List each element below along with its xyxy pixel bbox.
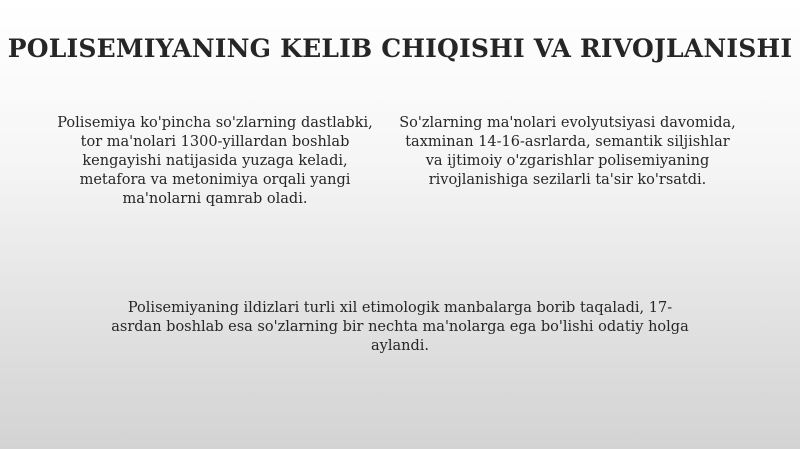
paragraph-left: Polisemiya ko'pincha so'zlarning dastlabki, tor ma'nolari 1300-yillardan boshlab kengayishi natijasida yuzaga keladi, metafora va metonimiya orqali yangi ma'nolarni qamrab oladi. [57,115,373,207]
slide-title: POLISEMIYANING KELIB CHIQISHI VA RIVOJLANISHI [7,34,793,63]
paragraph-bottom: Polisemiyaning ildizlari turli xil etimologik manbalarga borib taqaladi, 17-asrdan boshlab esa so'zlarning bir nechta ma'nolarga ega bo'lishi odatiy holga aylandi. [111,300,689,354]
paragraph-right: So'zlarning ma'nolari evolyutsiyasi davomida, taxminan 14-16-asrlarda, semantik siljishlar va ijtimoiy o'zgarishlar polisemiyaning rivojlanishiga sezilarli ta'sir ko'rsatdi. [399,115,736,188]
